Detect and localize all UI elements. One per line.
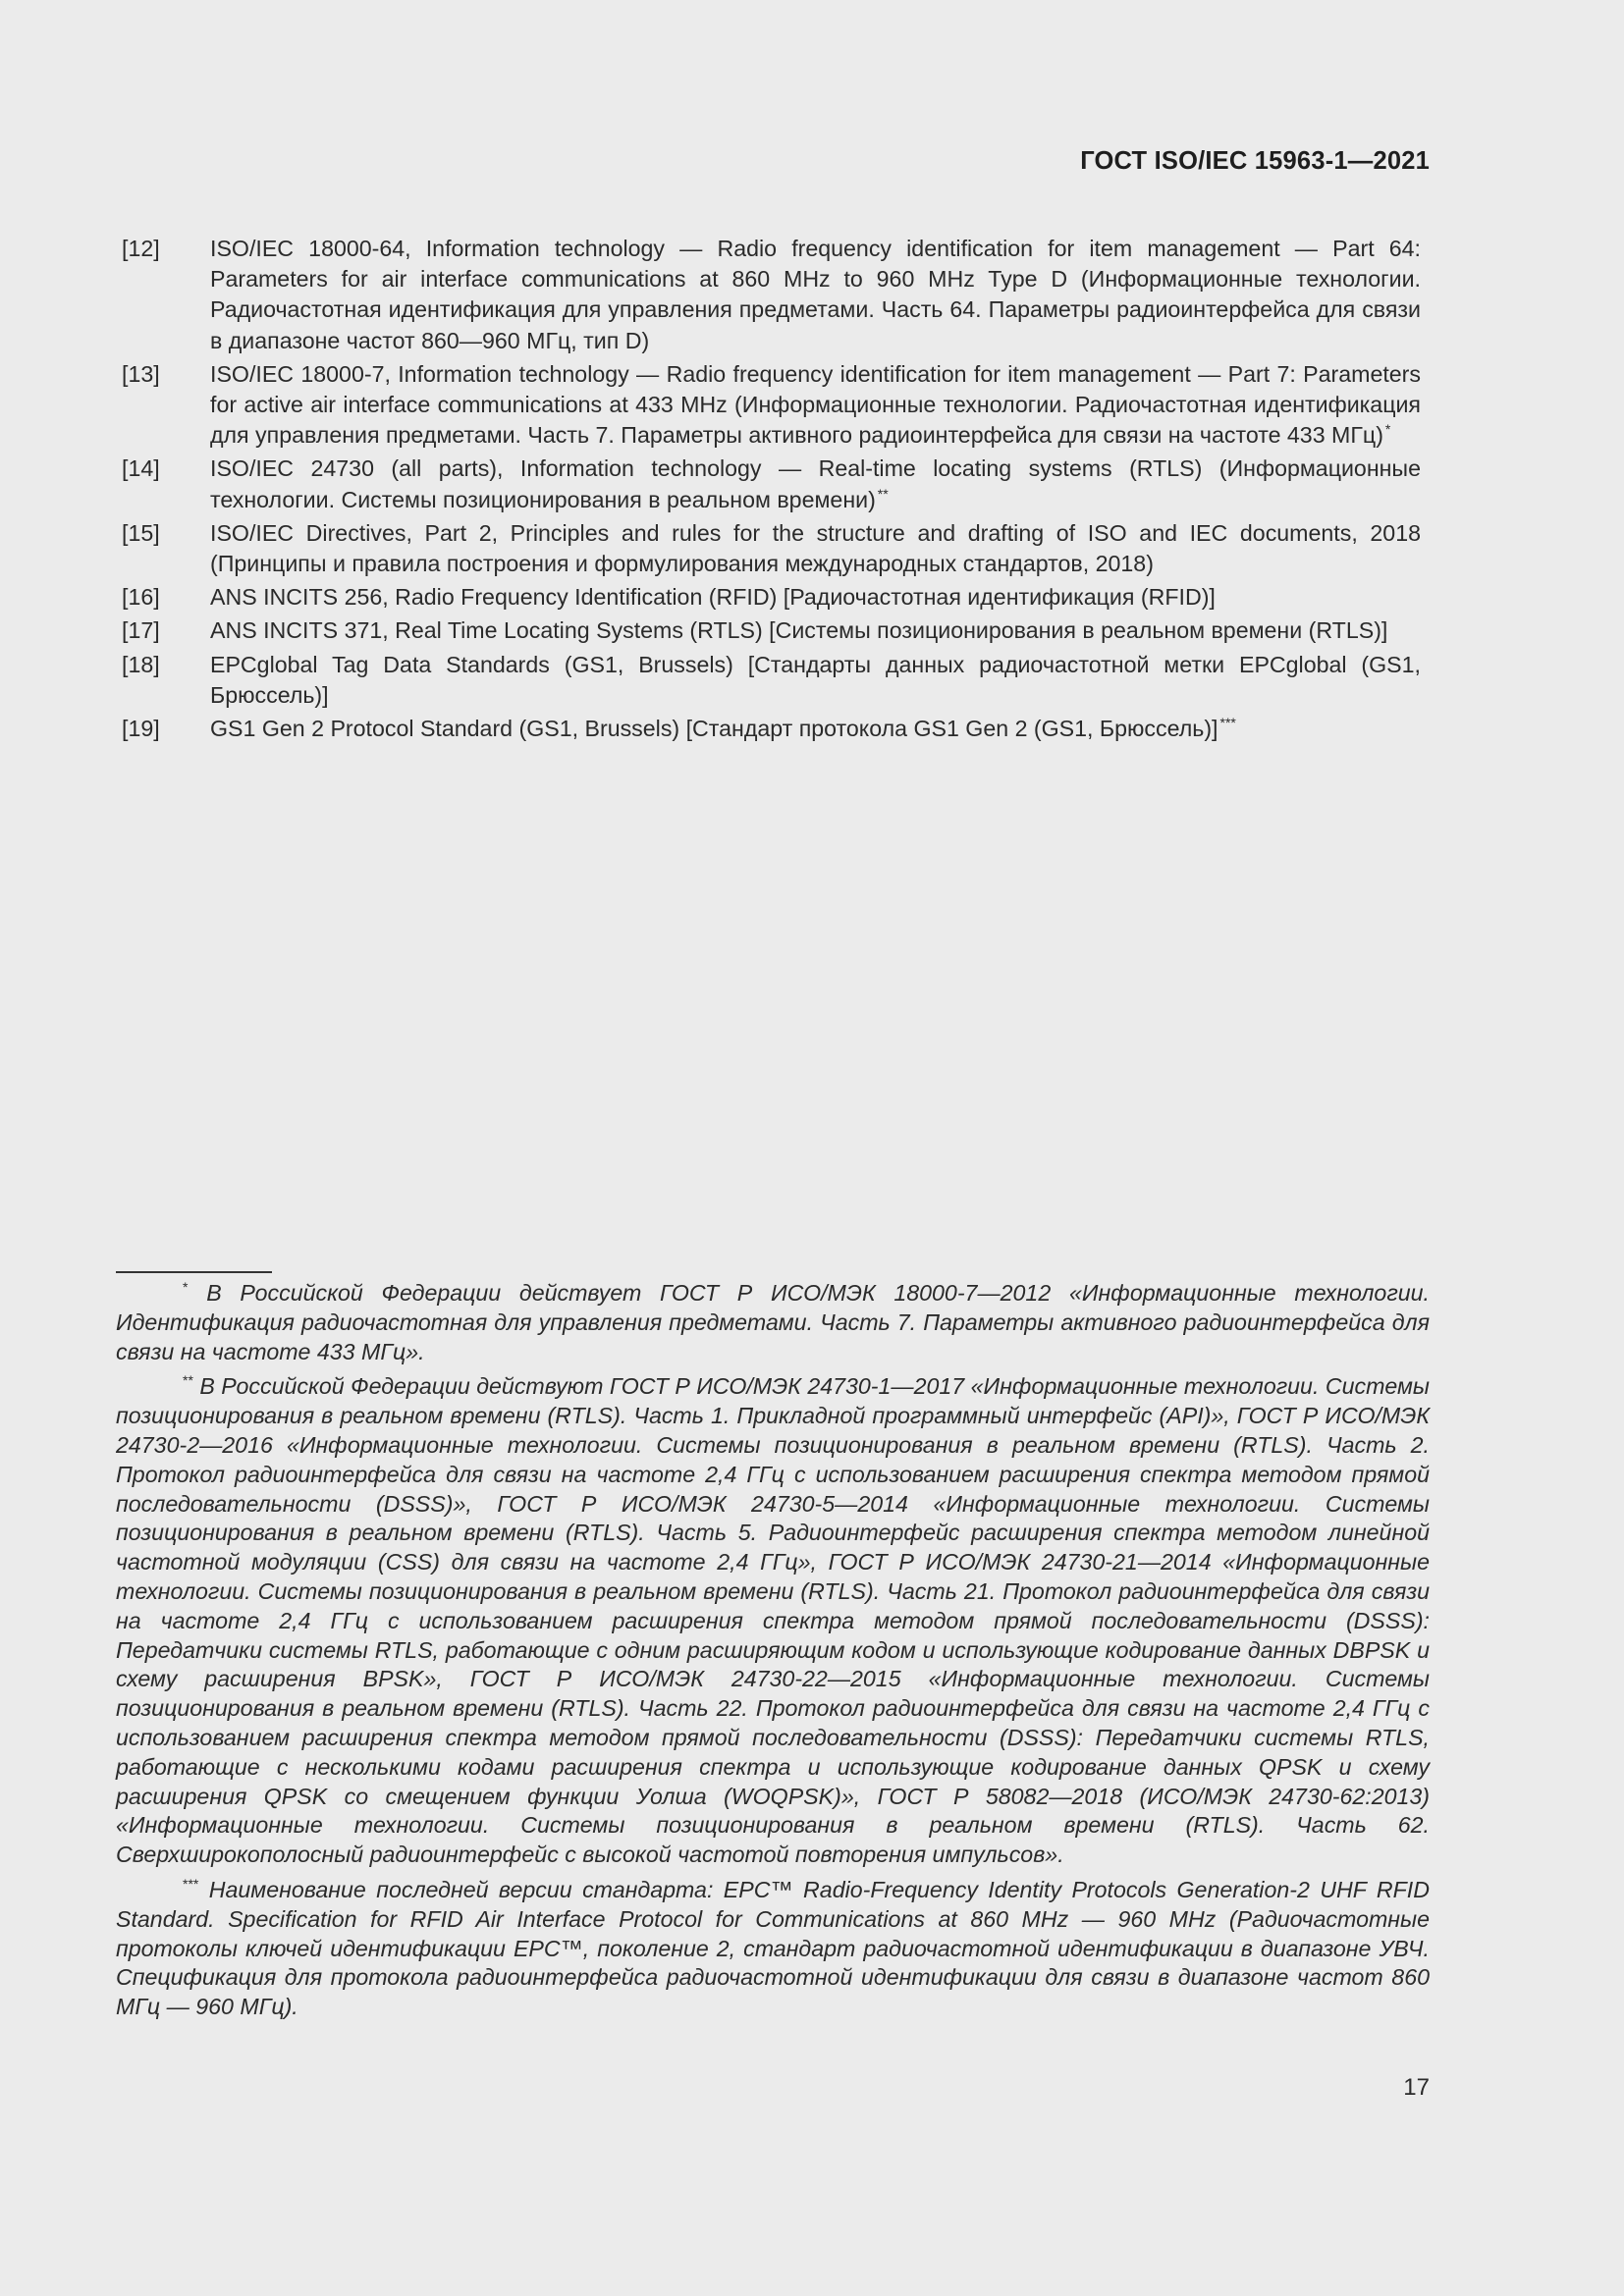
- footnote: [116, 1279, 1430, 1366]
- footnote-reference[interactable]: *: [1384, 421, 1391, 438]
- bibliography-list: [122, 234, 1421, 747]
- bibliography-entry: [122, 582, 1421, 613]
- footnote-mark: **: [183, 1372, 193, 1389]
- document-header: ГОСТ ISO/IEC 15963-1—2021: [1080, 147, 1430, 175]
- entry-text: ISO/IEC 18000-7, Information technology — Radio frequency identification for item management — Part 7: Parameters for active air interface communications at 433 MHz (Информационные технологии. Радиочастотная идентификация для управления предметами. Часть 7. Параметры активного радиоинтерфейса для связи на частоте 433 МГц) *: [210, 360, 1421, 449]
- bibliography-entry: [122, 714, 1421, 744]
- entry-text: ANS INCITS 371, Real Time Locating Systems (RTLS) [Системы позиционирования в реальном времени (RTLS)]: [210, 617, 1388, 644]
- footnote: [116, 1372, 1430, 1870]
- footnote-reference[interactable]: **: [877, 485, 889, 502]
- footnote-separator: [116, 1271, 272, 1273]
- bibliography-entry: [122, 234, 1421, 356]
- footnote: [116, 1876, 1430, 2022]
- entry-number: [13]: [122, 360, 160, 387]
- footnote-text: В Российской Федерации действуют ГОСТ Р ИСО/МЭК 24730-1—2017 «Информационные технологии. Системы позиционирования в реальном времени (RTLS). Часть 1. Прикладной программный интерфейс (API)», ГОСТ Р ИСО/МЭК 24730-2—2016 «Информационные технологии. Системы позиционирования в реальном времени (RTLS). Часть 2. Протокол радиоинтерфейса для связи на частоте 2,4 ГГц с использованием расширения спектра методом прямой последовательности (DSSS)», ГОСТ Р ИСО/МЭК 24730-5—2014 «Информационные технологии. Системы позиционирования в реальном времени (RTLS). Часть 5. Радиоинтерфейс расширения спектра методом линейной частотной модуляции (CSS) для связи на частоте 2,4 ГГц», ГОСТ Р ИСО/МЭК 24730-21—2014 «Информационные технологии. Системы позиционирования в реальном времени (RTLS). Часть 21. Протокол радиоинтерфейса для связи на частоте 2,4 ГГц с использованием расширения спектра методом прямой последовательности (DSSS): Передатчики системы RTLS, работающие с одним расширяющим кодом и использующие кодирование данных DBPSK и схему расширения BPSK», ГОСТ Р ИСО/МЭК 24730-22—2015 «Информационные технологии. Системы позиционирования в реальном времени (RTLS). Часть 22. Протокол радиоинтерфейса для связи на частоте 2,4 ГГц с использованием расширения спектра методом прямой последовательности (DSSS): Передатчики системы RTLS, работающие с несколькими кодами расширения спектра и использующие кодирование данных QPSK и схему расширения QPSK со смещением функции Уолша (WOQPSK)», ГОСТ Р 58082—2018 (ИСО/МЭК 24730-62:2013) «Информационные технологии. Системы позиционирования в реальном времени (RTLS). Часть 62. Сверхширокополосный радиоинтерфейс с высокой частотой повторения импульсов».: [116, 1373, 1430, 1868]
- entry-number: [19]: [122, 716, 160, 742]
- bibliography-entry: [122, 454, 1421, 514]
- entry-text: GS1 Gen 2 Protocol Standard (GS1, Brussels) [Стандарт протокола GS1 Gen 2 (GS1, Брюссель)] ***: [210, 715, 1236, 742]
- footnotes-section: [116, 1279, 1430, 2028]
- bibliography-entry: [122, 615, 1421, 646]
- footnote-reference[interactable]: ***: [1219, 715, 1236, 731]
- bibliography-entry: [122, 518, 1421, 579]
- entry-text: EPCglobal Tag Data Standards (GS1, Brussels) [Стандарты данных радиочастотной метки EPCglobal (GS1, Брюссель)]: [210, 651, 1421, 708]
- footnote-text: В Российской Федерации действует ГОСТ Р ИСО/МЭК 18000-7—2012 «Информационные технологии. Идентификация радиочастотная для управления предметами. Часть 7. Параметры активного радиоинтерфейса для связи на частоте 433 МГц».: [116, 1280, 1430, 1364]
- bibliography-entry: [122, 650, 1421, 711]
- entry-number: [17]: [122, 617, 160, 644]
- entry-number: [12]: [122, 236, 160, 261]
- entry-number: [18]: [122, 651, 160, 677]
- entry-text: ISO/IEC 18000-64, Information technology — Radio frequency identification for item management — Part 64: Parameters for air interface communications at 860 MHz to 960 MHz Type D (Информационные технологии. Радиочастотная идентификация для управления предметами. Часть 64. Параметры радиоинтерфейса для связи в диапазоне частот 860—960 МГц, тип D): [210, 236, 1421, 353]
- footnote-mark: *: [183, 1279, 189, 1295]
- page-number: 17: [1403, 2074, 1430, 2101]
- bibliography-entry: [122, 359, 1421, 452]
- entry-text: ISO/IEC Directives, Part 2, Principles and rules for the structure and drafting of ISO and IEC documents, 2018 (Принципы и правила построения и формулирования международных стандартов, 2018): [210, 519, 1421, 577]
- entry-number: [16]: [122, 584, 160, 611]
- entry-number: [15]: [122, 519, 160, 546]
- entry-text: ANS INCITS 256, Radio Frequency Identification (RFID) [Радиочастотная идентификация (RFID)]: [210, 584, 1216, 611]
- footnote-text: Наименование последней версии стандарта: EPC™ Radio-Frequency Identity Protocols Generation-2 UHF RFID Standard. Specification for RFID Air Interface Protocol for Communications at 860 MHz — 960 MHz (Радиочастотные протоколы ключей идентификации EPC™, поколение 2, стандарт радиочастотной идентификации в диапазоне УВЧ. Спецификация для протокола радиоинтерфейса радиочастотной идентификации для связи в диапазоне частот 860 МГц — 960 МГц).: [116, 1876, 1430, 2020]
- entry-number: [14]: [122, 455, 160, 482]
- entry-text: ISO/IEC 24730 (all parts), Information technology — Real-time locating systems (RTLS) (Информационные технологии. Системы позиционирования в реальном времени) **: [210, 455, 1421, 512]
- footnote-mark: ***: [183, 1875, 199, 1892]
